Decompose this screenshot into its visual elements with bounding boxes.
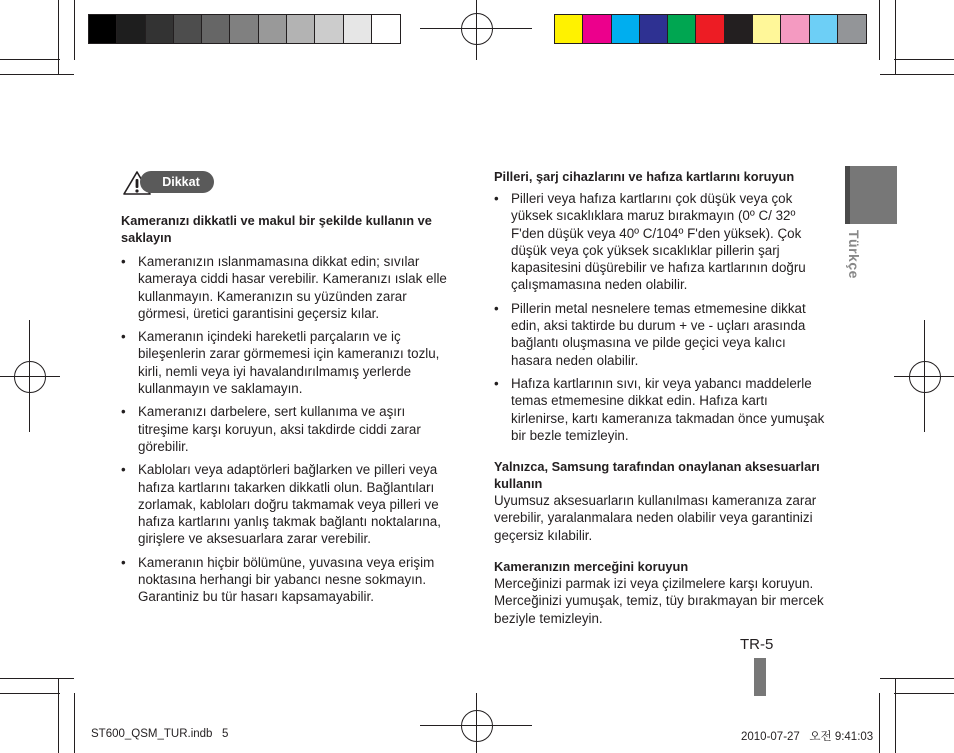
list-item: • Kameranızı darbelere, sert kullanıma ve aşırı titreşime karşı koruyun, aksi takdirde ciddi zarar görebilir. [121,403,456,455]
color-swatch [810,15,838,43]
left-column [121,212,456,612]
list-item: • Kameranın içindeki hareketli parçaların ve iç bileşenlerin zarar görmemesi için kameranızı tozlu, kirli, nemli veya iyi havalandırılmamış yerlerde kullanmayın ve saklamayın. [121,328,456,397]
crop-mark [895,0,896,75]
section-heading: Yalnızca, Samsung tarafından onaylanan aksesuarları kullanın [494,459,820,492]
crop-mark [895,678,896,753]
gray-swatch [315,15,343,43]
bullet-list [121,253,456,606]
gray-swatch [287,15,315,43]
list-item: • Kameranın hiçbir bölümüne, yuvasına veya erişim noktasına herhangi bir yabancı nesne sokmayın. Garantiniz bu tür hasarı kapsamayabilir. [121,554,456,606]
footer-file-name: ST600_QSM_TUR.indb 5 [91,728,229,740]
gray-swatch [230,15,258,43]
color-swatch [555,15,583,43]
crop-mark [58,678,59,753]
gray-swatch [202,15,230,43]
bullet-list [494,190,826,444]
list-item: • Pillerin metal nesnelere temas etmemesine dikkat edin, aksi taktirde bu durum + ve - uçları arasında bağlantı oluşmasına ve pilde geçici veya kalıcı hasara neden olabilir. [494,300,826,369]
caution-badge [122,170,214,194]
section-heading: Kameranızın merceğini koruyun [494,559,689,575]
color-swatch [725,15,753,43]
language-tab [845,166,897,224]
color-swatch [838,15,866,43]
crop-mark [0,693,60,694]
section-heading: Pilleri, şarj cihazlarını ve hafıza kartlarını koruyun [494,169,795,184]
gray-swatch [372,15,400,43]
crop-mark [0,678,74,679]
paragraph: Merceğinizi parmak izi veya çizilmelere karşı koruyun. Merceğinizi yumuşak, temiz, tüy bırakmayan bir mercek beziyle temizleyin. [494,576,824,626]
color-swatch [781,15,809,43]
gray-swatch [89,15,117,43]
crop-mark [894,693,954,694]
crop-mark [880,74,954,75]
gray-swatch [344,15,372,43]
page-number-bar [754,658,766,696]
list-item: • Kabloları veya adaptörleri bağlarken ve pilleri veya hafıza kartlarını takarken dikkatli olun. Bağlantıları zorlamak, kabloları doğru takmamak veya pilleri ve hafıza kartlarını yanlış takmak bağlantı noktalarına, girişlere ve aksesuarlara zarar verebilir. [121,461,456,547]
crop-mark [880,678,954,679]
page-number: TR-5 [740,636,774,653]
crop-mark [58,0,59,75]
caution-label: Dikkat [140,171,214,193]
crop-mark [74,0,75,60]
crop-mark [0,74,74,75]
crop-mark [0,59,60,60]
list-item: • Kameranızın ıslanmamasına dikkat edin; sıvılar kameraya ciddi hasar verebilir. Kameranızı ıslak elle kullanmayın. Kameranızın su yüzünden zarar görmesi, üretici garantisini geçersiz kılar. [121,253,456,322]
gray-swatch [146,15,174,43]
crop-mark [74,693,75,753]
gray-swatch [117,15,145,43]
right-column [494,168,826,627]
crop-mark [879,0,880,60]
color-swatch [696,15,724,43]
cmyk-color-bar [554,14,867,44]
crop-mark [879,693,880,753]
list-item: • Pilleri veya hafıza kartlarını çok düşük veya çok yüksek sıcaklıklara maruz bırakmayın (0º C/ 32º F'den düşük veya 40º C/104º F'den yüksek). Çok düşük veya çok yüksek sıcaklıklar pillerin şarj kapasitesini düşürebilir ve hafıza kartlarının doğru çalışmamasına neden olabilir. [494,190,826,294]
gray-swatch [174,15,202,43]
paragraph: Uyumsuz aksesuarların kullanılması kameranıza zarar verebilir, yaralanmalara neden olabilir veya garantinizi geçersiz kılabilir. [494,493,817,543]
language-tab-label: Türkçe [846,230,862,279]
crop-mark [894,59,954,60]
gray-swatch [259,15,287,43]
grayscale-color-bar [88,14,401,44]
color-swatch [753,15,781,43]
list-item: • Hafıza kartlarının sıvı, kir veya yabancı maddelerle temas etmemesine dikkat edin. Hafıza kartı kirlenirse, kartı kameranıza takmadan önce yumuşak bir bezle temizleyin. [494,375,826,444]
footer-timestamp: 2010-07-27 오전 9:41:03 [741,731,874,743]
color-swatch [668,15,696,43]
color-swatch [640,15,668,43]
color-swatch [583,15,611,43]
section-heading: Kameranızı dikkatli ve makul bir şekilde kullanın ve saklayın [121,213,432,245]
language-tab-accent [845,166,850,224]
color-swatch [612,15,640,43]
